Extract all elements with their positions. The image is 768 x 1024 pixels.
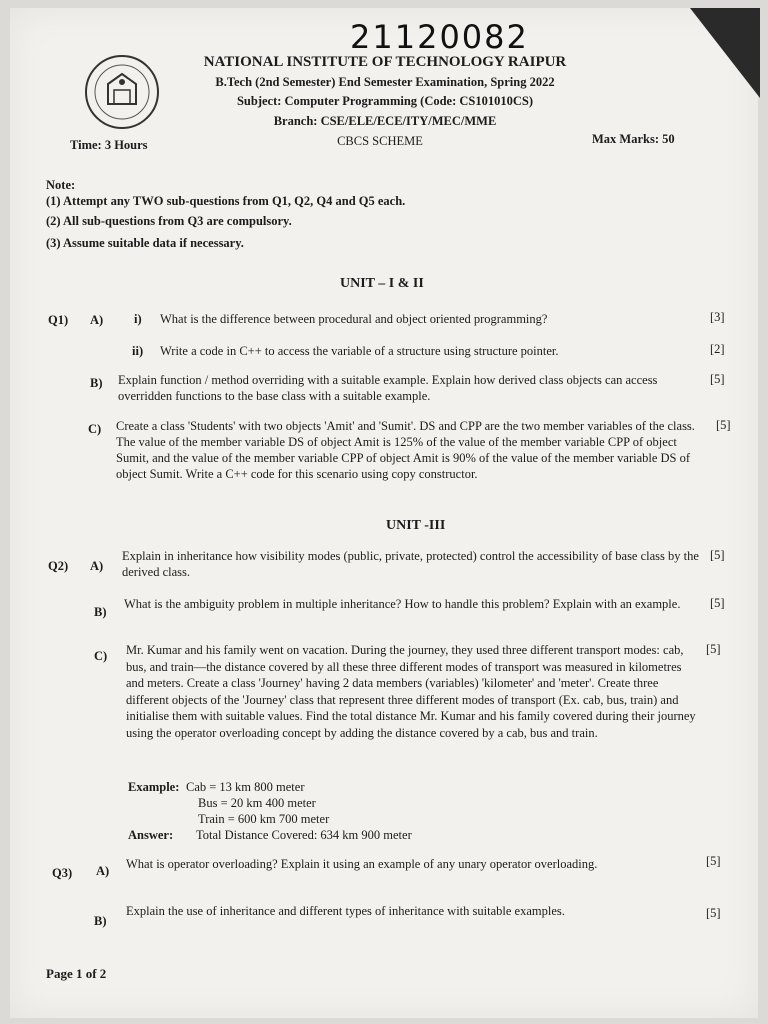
institute-logo [84, 54, 160, 130]
time-limit: Time: 3 Hours [70, 138, 148, 152]
q1a-i-label: i) [134, 312, 142, 326]
branch-line: Branch: CSE/ELE/ECE/ITY/MEC/MME [273, 114, 497, 128]
folded-corner [690, 8, 760, 98]
q2a-marks: [5] [710, 548, 725, 562]
q1a-label: A) [90, 313, 104, 327]
q2-label: Q2) [48, 559, 69, 573]
q1a-ii-text: Write a code in C++ to access the variable of a structure using structure pointer. [160, 344, 559, 358]
q2c-marks: [5] [706, 642, 721, 656]
q1c-label: C) [88, 422, 102, 436]
q3a-label: A) [96, 864, 110, 878]
q1-label: Q1) [48, 313, 69, 327]
institute-name: NATIONAL INSTITUTE OF TECHNOLOGY RAIPUR [203, 54, 567, 70]
example-label: Example: [128, 780, 180, 794]
q1b-marks: [5] [710, 372, 725, 386]
q2a-label: A) [90, 559, 104, 573]
q1a-ii-marks: [2] [710, 342, 725, 356]
note-3: (3) Assume suitable data if necessary. [46, 236, 244, 250]
q1a-i-text: What is the difference between procedural and object oriented programming? [160, 312, 548, 326]
q3b-marks: [5] [706, 906, 721, 920]
q3-label: Q3) [52, 866, 73, 880]
page-number: Page 1 of 2 [46, 966, 107, 981]
q1b-label: B) [90, 376, 103, 390]
q2a-text: Explain in inheritance how visibility modes (public, private, protected) control the accessibility of base class by the derived class. [122, 549, 699, 579]
unit-1-heading: UNIT – I & II [340, 276, 424, 291]
q1c-marks: [5] [716, 418, 731, 432]
q2b-text: What is the ambiguity problem in multiple inheritance? How to handle this problem? Explain with an example. [124, 597, 681, 611]
note-title: Note: [46, 178, 76, 192]
answer-text: Total Distance Covered: 634 km 900 meter [196, 828, 412, 842]
q1c-text: Create a class 'Students' with two objects 'Amit' and 'Sumit'. DS and CPP are the two member variables of the class. The value of the member variable DS of object Amit is 125% of the value of the member variable CPP of object Sumit, and the value of the member variable CPP of object Amit is 90% of the value of the member variable DS of object Sumit. Write a C++ code for this scenario using copy constructor. [116, 419, 695, 481]
q1a-ii-label: ii) [132, 344, 144, 358]
exam-title: B.Tech (2nd Semester) End Semester Examination, Spring 2022 [215, 75, 555, 89]
note-2: (2) All sub-questions from Q3 are compulsory. [46, 214, 292, 228]
q3b-label: B) [94, 914, 107, 928]
example-bus: Bus = 20 km 400 meter [198, 796, 316, 810]
q2b-label: B) [94, 605, 107, 619]
subject-line: Subject: Computer Programming (Code: CS101010CS) [236, 94, 534, 108]
example-cab: Cab = 13 km 800 meter [186, 780, 305, 794]
exam-paper [10, 8, 758, 1018]
q2c-label: C) [94, 649, 108, 663]
q3b-text: Explain the use of inheritance and different types of inheritance with suitable examples. [126, 904, 565, 918]
q3a-text: What is operator overloading? Explain it using an example of any unary operator overloading. [126, 857, 598, 871]
q3a-marks: [5] [706, 854, 721, 868]
scheme-line: CBCS SCHEME [337, 134, 423, 148]
example-train: Train = 600 km 700 meter [198, 812, 330, 826]
roll-number: 21120082 [350, 18, 529, 56]
q2c-text: Mr. Kumar and his family went on vacation. During the journey, they used three different transport modes: cab, bus, and train—the distance covered by all these three different modes of transport was measured in kilometres and meters. Create a class 'Journey' having 2 data members (variables) 'kilometer' and 'meter'. Create three different objects of the 'Journey' class that represent three different modes of transport (Ex. cab, bus, train) and initialise them with suitable values. Find the total distance Mr. Kumar and his family covered during their journey using the operator overloading concept by adding the distance covered by a cab, bus and train. [126, 643, 696, 740]
q1b-text: Explain function / method overriding with a suitable example. Explain how derived class objects can access overridden functions to the base class with a suitable example. [118, 373, 658, 403]
q1a-i-marks: [3] [710, 310, 725, 324]
answer-label: Answer: [128, 828, 174, 842]
note-1: (1) Attempt any TWO sub-questions from Q1, Q2, Q4 and Q5 each. [46, 194, 406, 208]
q2b-marks: [5] [710, 596, 725, 610]
max-marks: Max Marks: 50 [592, 132, 675, 146]
unit-3-heading: UNIT -III [386, 518, 446, 533]
